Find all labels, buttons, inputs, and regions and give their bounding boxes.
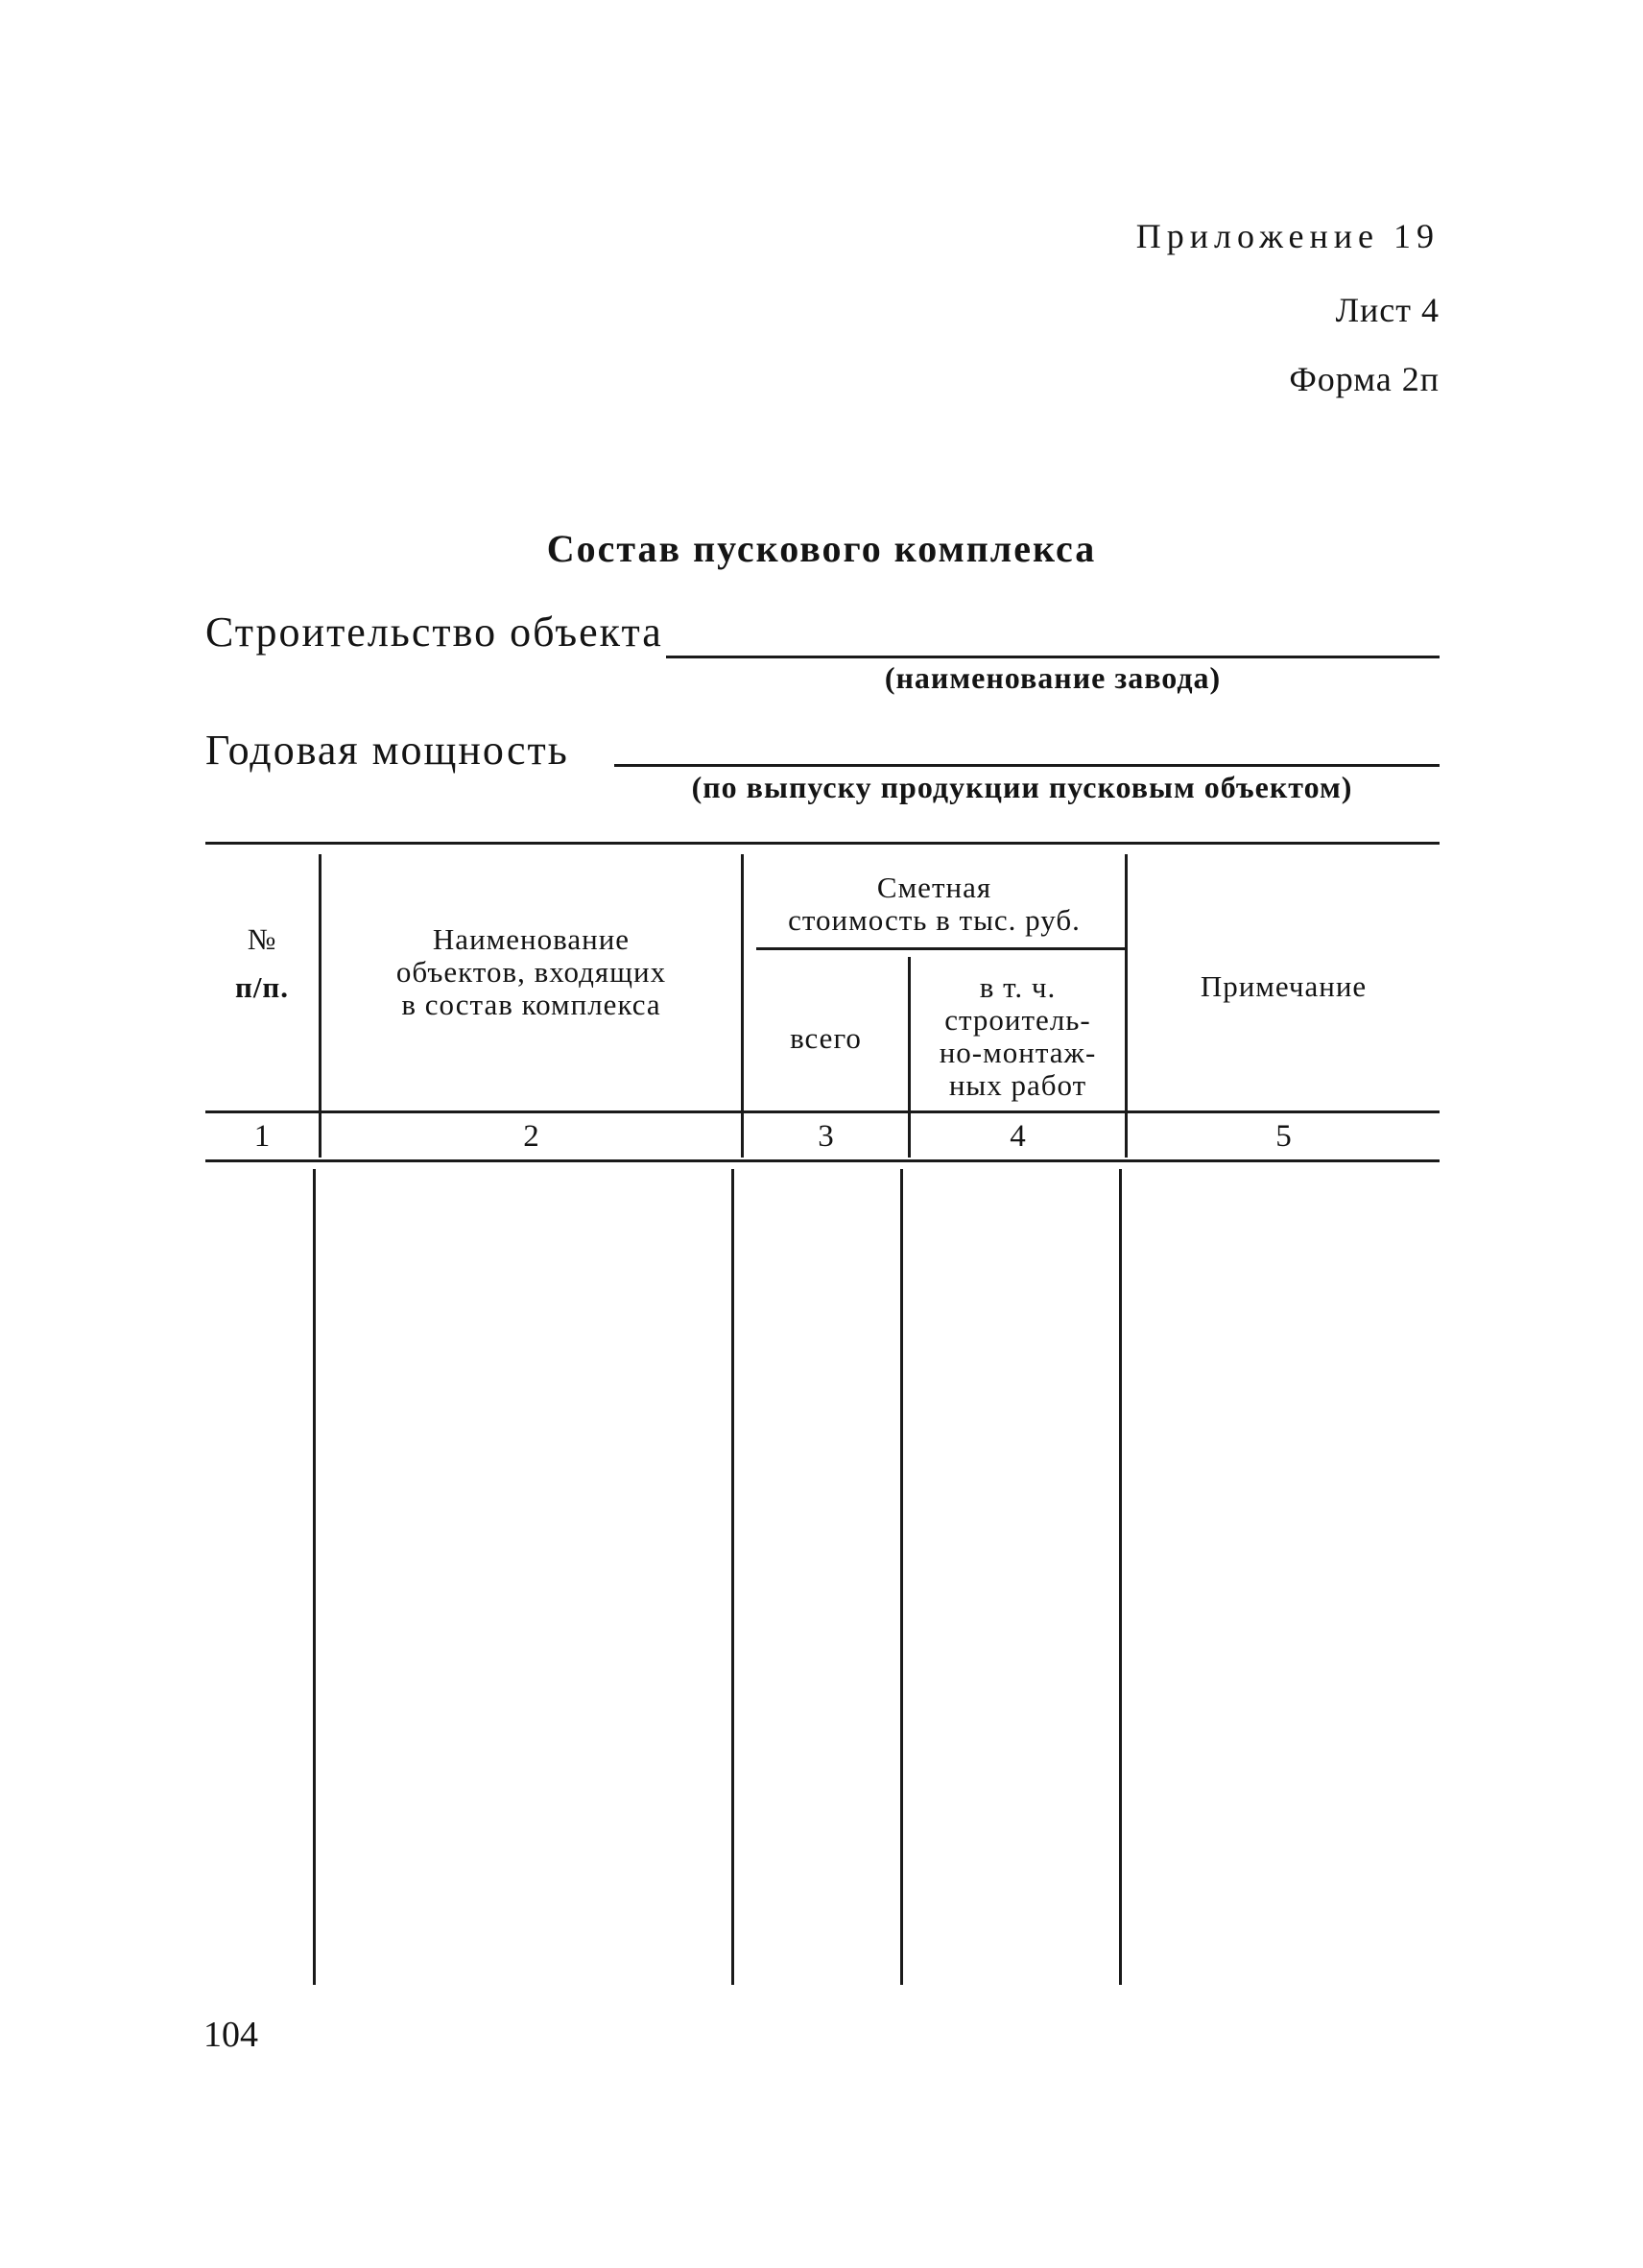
table-top-rule [205, 842, 1440, 845]
cost-line-1: Сметная [876, 871, 992, 904]
cost-line-2: стоимость в тыс. руб. [788, 903, 1081, 937]
col-number-header [205, 923, 319, 1004]
column-number-5: 5 [1275, 1119, 1292, 1154]
incl-line-2: строитель- [944, 1003, 1091, 1037]
incl-line-4: ных работ [948, 1068, 1087, 1102]
column-number-2: 2 [523, 1119, 539, 1154]
page-number: 104 [203, 2015, 258, 2055]
construction-fill-line[interactable] [666, 656, 1440, 658]
column-number-3: 3 [818, 1119, 834, 1154]
col-incl-header [911, 971, 1125, 1102]
name-line-2: объектов, входящих [395, 955, 667, 989]
construction-label: Строительство объекта [205, 609, 663, 656]
col-total-header: всего [790, 1021, 862, 1055]
name-line-1: Наименование [432, 922, 631, 956]
col-note-header: Примечание [1200, 969, 1368, 1003]
number-symbol: № [247, 922, 277, 956]
incl-line-3: но-монтаж- [939, 1036, 1097, 1069]
capacity-fill-line[interactable] [614, 764, 1440, 767]
table-body[interactable] [205, 1169, 1440, 1985]
form-label: Форма 2п [1289, 360, 1440, 398]
col-name-header [321, 923, 741, 1021]
capacity-caption: (по выпуску продукции пусковым объектом) [691, 770, 1353, 804]
number-abbr: п/п. [234, 970, 290, 1004]
construction-caption: (наименование завода) [884, 660, 1222, 695]
cost-group-rule [756, 947, 1125, 950]
header-divider-4 [1125, 854, 1128, 1158]
header-bottom-rule [205, 1110, 1440, 1113]
capacity-label: Годовая мощность [205, 727, 569, 774]
incl-line-1: в т. ч. [979, 970, 1057, 1004]
appendix-label: Приложение 19 [1135, 217, 1440, 255]
document-title: Состав пускового комплекса [546, 527, 1097, 570]
col-cost-group-header [744, 871, 1125, 937]
name-line-3: в состав комплекса [401, 988, 661, 1021]
sheet-label: Лист 4 [1335, 291, 1440, 329]
column-numbers-rule [205, 1159, 1440, 1162]
column-number-4: 4 [1010, 1119, 1026, 1154]
column-number-1: 1 [253, 1119, 271, 1154]
